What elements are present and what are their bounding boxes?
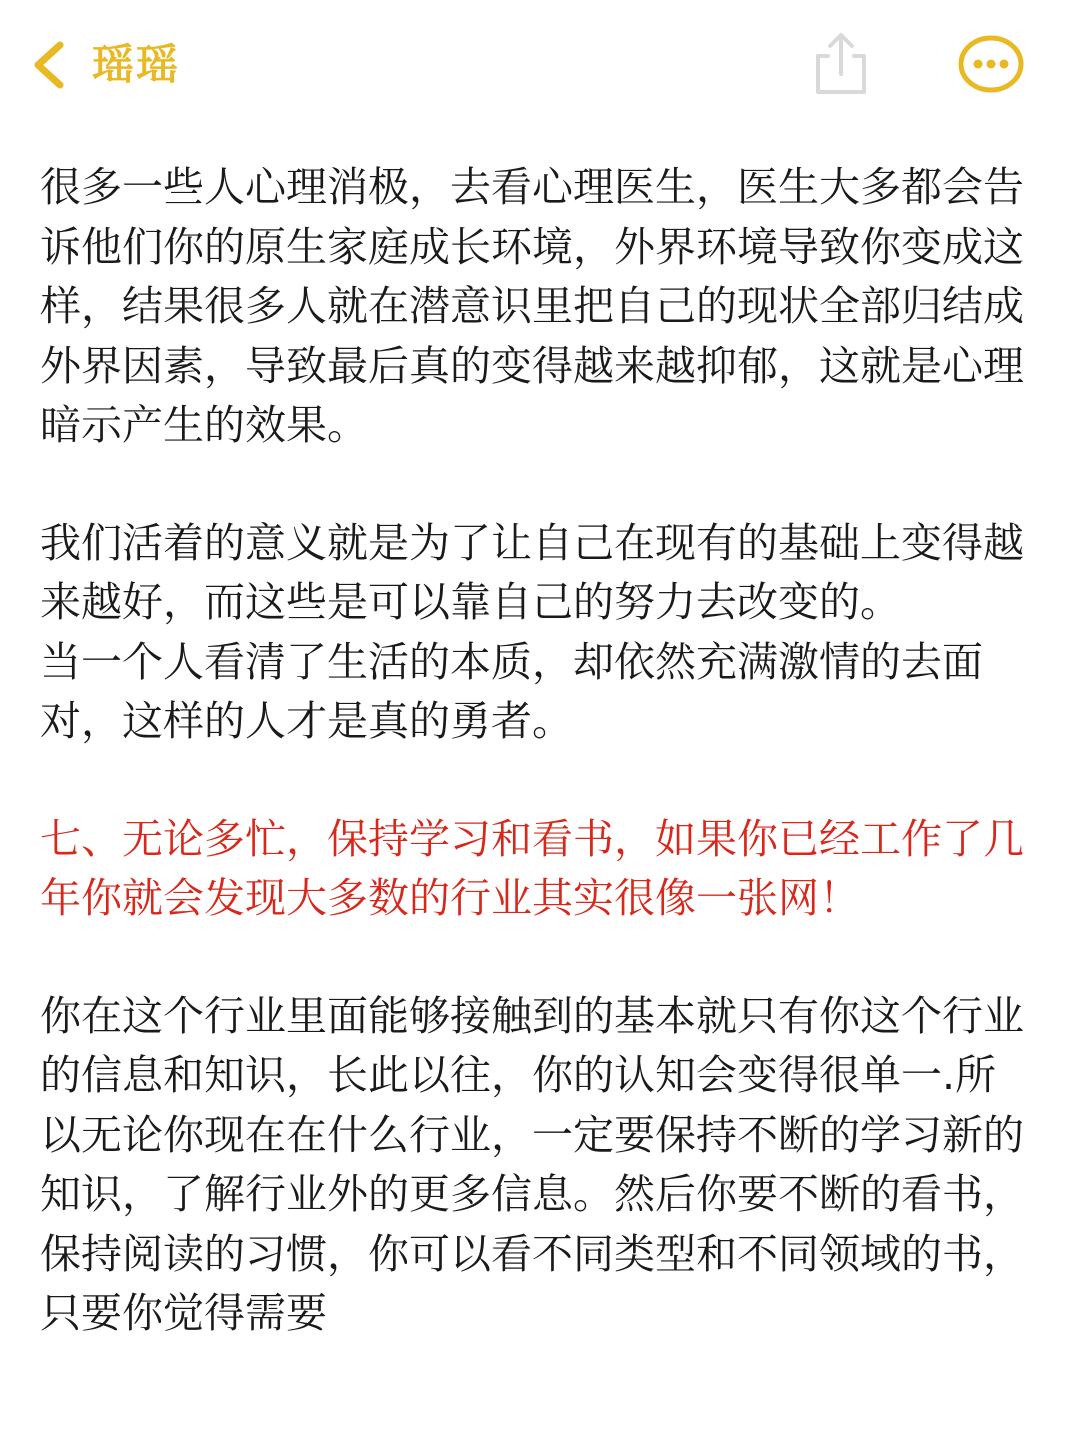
paragraph-3: 你在这个行业里面能够接触到的基本就只有你这个行业的信息和知识，长此以往，你的认知会变得很单一.所以无论你现在在什么行业，一定要保持不断的学习新的知识，了解行业外的更多信息。然后你要不断的看书，保持阅读的习惯，你可以看不同类型和不同领域的书，只要你觉得需要: [40, 991, 1024, 1337]
note-content: [40, 158, 1030, 1402]
share-button[interactable]: [806, 30, 874, 98]
more-ellipsis-icon: [956, 34, 1026, 94]
top-navigation-bar: [0, 0, 1080, 130]
paragraph-1: 很多一些人心理消极，去看心理医生，医生大多都会告诉他们你的原生家庭成长环境，外界环境导致你变成这样，结果很多人就在潜意识里把自己的现状全部归结成外界因素，导致最后真的变得越来越抑郁，这就是心理暗示产生的效果。: [40, 163, 1024, 449]
more-options-button[interactable]: [956, 34, 1026, 94]
paragraph-2: 我们活着的意义就是为了让自己在现有的基础上变得越来越好，而这些是可以靠自己的努力去改变的。 当一个人看清了生活的本质，却依然充满激情的去面对，这样的人才是真的勇者。: [40, 518, 1024, 745]
back-button[interactable]: [28, 30, 180, 100]
share-icon: [806, 30, 874, 98]
chevron-left-icon: [28, 39, 68, 91]
nav-title: 瑶瑶: [92, 40, 181, 89]
section-heading-7: 七、无论多忙，保持学习和看书，如果你已经工作了几年你就会发现大多数的行业其实很像一张网！: [40, 814, 1024, 922]
